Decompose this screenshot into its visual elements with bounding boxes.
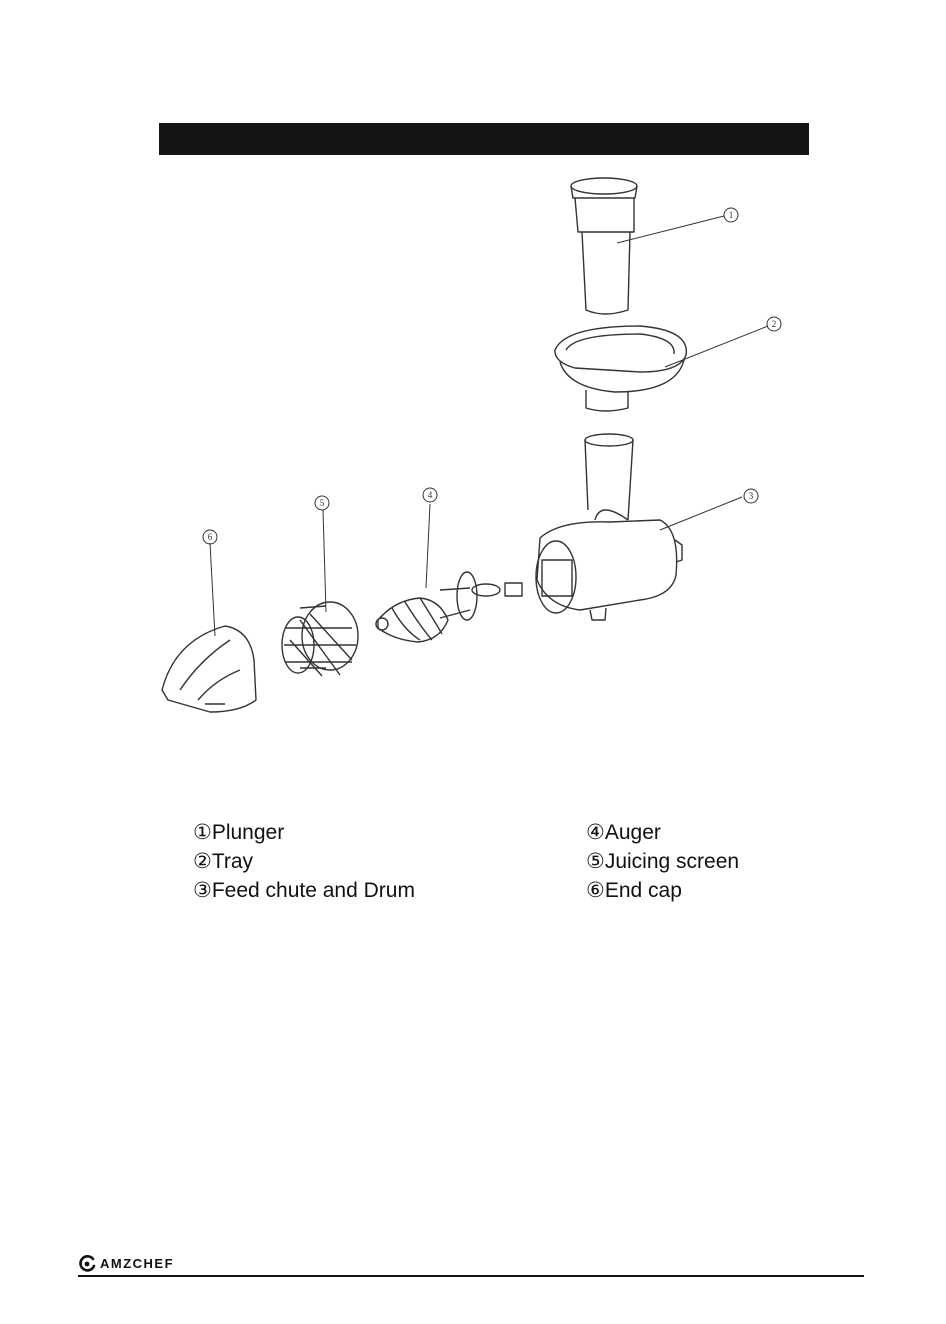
juicing-screen-part (282, 602, 358, 676)
plunger-part (571, 178, 637, 314)
legend-item-end-cap: ⑥End cap (586, 879, 682, 902)
auger-part (376, 572, 522, 642)
legend-item-juicing-screen: ⑤Juicing screen (586, 850, 740, 873)
callout-3: 3 (748, 491, 754, 501)
callout-2: 2 (771, 319, 777, 329)
callout-1: 1 (728, 210, 734, 220)
parts-legend-right (586, 818, 739, 905)
legend-item-plunger: ①Plunger (193, 821, 285, 844)
legend-item-tray: ②Tray (193, 850, 254, 873)
footer-divider (78, 1275, 864, 1277)
brand-name: AMZCHEF (100, 1255, 175, 1271)
legend-item-drum: ③Feed chute and Drum (193, 879, 415, 902)
footer-brand (78, 1254, 174, 1272)
tray-part (555, 326, 686, 411)
callout-5: 5 (319, 498, 325, 508)
legend-item-auger: ④Auger (586, 821, 661, 844)
drum-part (536, 434, 682, 620)
callout-6: 6 (207, 532, 213, 542)
callout-4: 4 (427, 490, 433, 500)
amzchef-logo-icon (78, 1254, 96, 1272)
parts-legend-left (193, 818, 415, 905)
end-cap-part (162, 626, 256, 712)
